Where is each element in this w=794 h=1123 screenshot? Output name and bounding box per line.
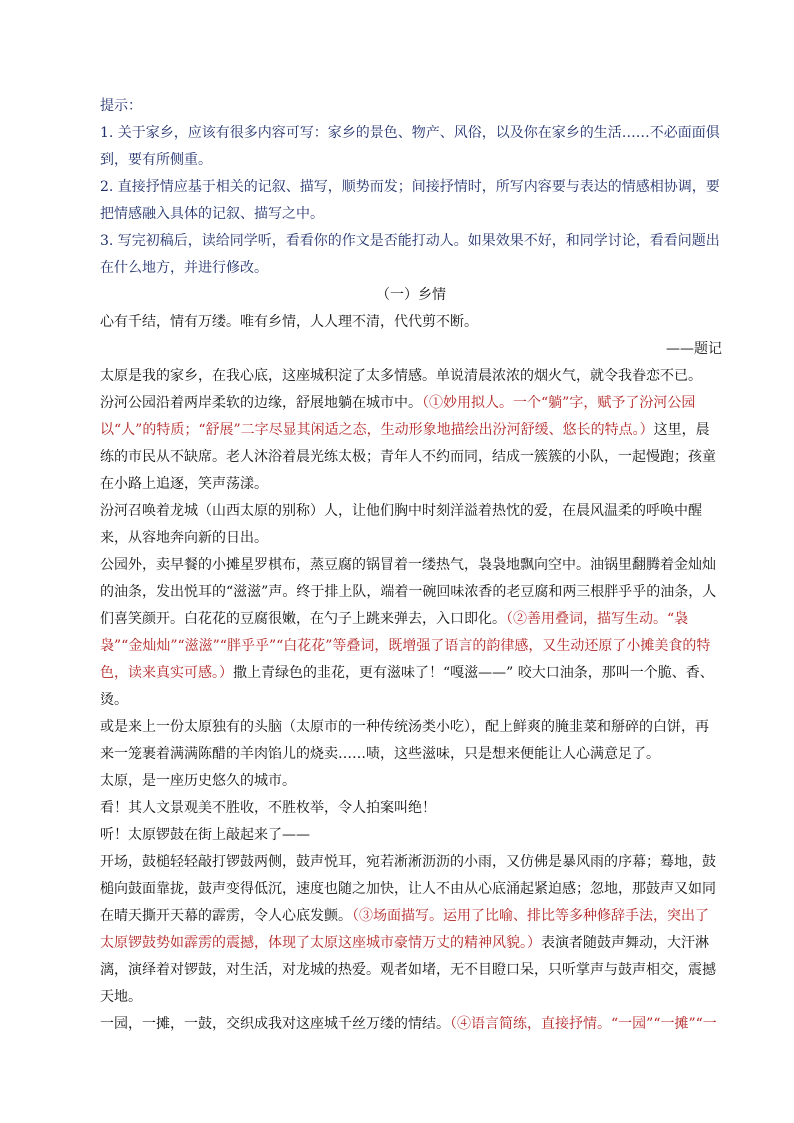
paragraph-9-text-b: 表演者随鼓声舞动，大汗淋漓，演绎着对锣鼓，对生活，对龙城的热爱。观者如堵，无不目瞪口呆，只听掌声与鼓声相交，震撼天地。 — [100, 935, 716, 1005]
paragraph-10-text-a: 一园，一摊，一鼓，交织成我对这座城千丝万缕的情结。 — [100, 1016, 450, 1032]
tips-label: 提示： — [100, 98, 142, 114]
paragraph-2-text-b: 这里，晨练的市民从不缺席。老人沐浴着晨光练太极；青年人不约而同，结成一簇簇的小队，一起慢跑；孩童在小路上追逐，笑声荡漾。 — [100, 422, 716, 492]
paragraph-1: 太原是我的家乡，在我心底，这座城积淀了太多情感。单说清晨浓浓的烟火气，就令我眷恋不已。 — [100, 368, 702, 384]
paragraph-6: 太原，是一座历史悠久的城市。 — [100, 773, 296, 789]
annotation-3: （③场面描写。运用了比喻、排比等多种修辞手法，突出了太原锣鼓势如霹雳的震撼，体现了太原这座城市豪情万丈的精神风貌。） — [100, 908, 709, 951]
annotation-2: （②善用叠词，描写生动。“袅袅”“金灿灿”“滋滋”“胖乎乎”“白花花”等叠词，既增强了语言的韵律感，又生动还原了小摊美食的特色，读来真实可感。） — [100, 611, 711, 681]
paragraph-4 — [100, 552, 722, 714]
paragraph-10 — [100, 1011, 722, 1038]
essay-title: （一）乡情 — [376, 287, 446, 303]
paragraph-4-text-a: 公园外，卖早餐的小摊星罗棋布，蒸豆腐的锅冒着一缕热气，袅袅地飘向空中。油锅里翻腾着金灿灿的油条，发出悦耳的“滋滋”声。终于排上队，端着一碗回味浓香的老豆腐和两三根胖乎乎的油条，人们喜笑颜开。白花花的豆腐很嫩，在勺子上跳来弹去，入口即化。 — [100, 557, 717, 627]
tip-item-2: 2. 直接抒情应基于相关的记叙、描写，顺势而发；间接抒情时，所写内容要与表达的情感相协调，要把情感融入具体的记叙、描写之中。 — [100, 179, 720, 222]
paragraph-9 — [100, 849, 722, 1011]
inscription: 心有千结，情有万缕。唯有乡情，人人理不清，代代剪不断。 — [100, 314, 478, 330]
essay — [100, 282, 722, 1038]
paragraph-8: 听！太原锣鼓在街上敲起来了—— — [100, 827, 310, 843]
tip-item-1: 1. 关于家乡，应该有很多内容可写：家乡的景色、物产、风俗，以及你在家乡的生活……不必面面俱到，要有所侧重。 — [100, 125, 720, 168]
paragraph-7: 看！其人文景观美不胜收，不胜枚举，令人拍案叫绝！ — [100, 800, 436, 816]
content — [100, 93, 722, 1038]
paragraph-3: 汾河召唤着龙城（山西太原的别称）人，让他们胸中时刻洋溢着热忱的爱，在晨风温柔的呼唤中醒来，从容地奔向新的日出。 — [100, 503, 702, 546]
paragraph-5: 或是来上一份太原独有的头脑（太原市的一种传统汤类小吃），配上鲜爽的腌韭菜和掰碎的白饼，再来一笼裹着满满陈醋的羊肉馅儿的烧卖……啧，这些滋味，只是想来便能让人心满意足了。 — [100, 719, 709, 762]
paragraph-2-text-a: 汾河公园沿着两岸柔软的边缘，舒展地躺在城市中。 — [100, 395, 422, 411]
annotation-1: （①妙用拟人。一个“躺”字，赋予了汾河公园以“人”的特质；“舒展”二字尽显其闲适之态，生动形象地描绘出汾河舒缓、悠长的特点。） — [100, 395, 696, 438]
tip-item-3: 3. 写完初稿后，读给同学听，看看你的作文是否能打动人。如果效果不好，和同学讨论，看看问题出在什么地方，并进行修改。 — [100, 233, 720, 276]
tips-section — [100, 93, 722, 282]
paragraph-9-text-a: 开场，鼓槌轻轻敲打锣鼓两侧，鼓声悦耳，宛若淅淅沥沥的小雨，又仿佛是暴风雨的序幕；蓦地，鼓槌向鼓面靠拢，鼓声变得低沉，速度也随之加快，让人不由从心底涌起紧迫感；忽地，那鼓声又如同在晴天撕开天幕的霹雳，令人心底发颤。 — [100, 854, 716, 924]
paragraph-4-text-b: 撒上青绿色的韭花，更有滋味了！“嘎滋——” 咬大口油条，那叫一个脆、香、烫。 — [100, 665, 714, 708]
annotation-4: （④语言简练，直接抒情。“一园”“一摊”“一 — [450, 1016, 717, 1032]
inscription-source: ——题记 — [666, 341, 722, 357]
paragraph-2 — [100, 390, 722, 498]
